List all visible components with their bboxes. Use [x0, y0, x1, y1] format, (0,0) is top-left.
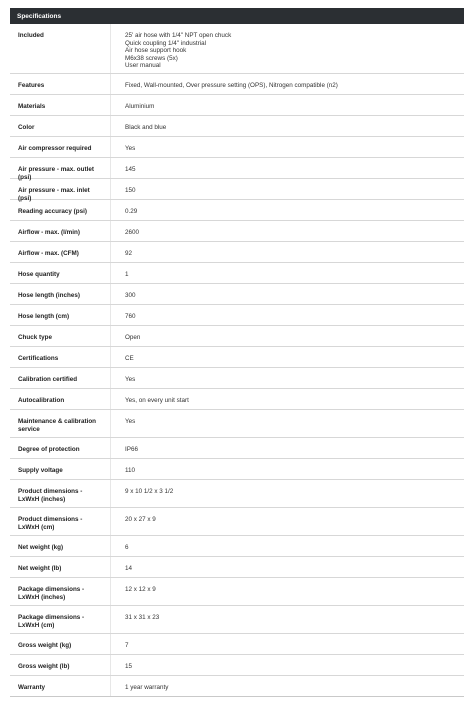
spec-label: Hose length (inches)	[10, 284, 111, 304]
spec-row	[10, 480, 464, 508]
spec-label: Autocalibration	[10, 389, 111, 409]
spec-row	[10, 116, 464, 137]
spec-row	[10, 606, 464, 634]
spec-row	[10, 263, 464, 284]
spec-value: Fixed, Wall-mounted, Over pressure setting (OPS), Nitrogen compatible (n2)	[125, 82, 338, 89]
spec-row	[10, 305, 464, 326]
spec-value: 6	[125, 544, 129, 551]
specifications-table	[10, 8, 464, 697]
spec-value: 150	[125, 187, 136, 194]
spec-value: 12 x 12 x 9	[125, 586, 156, 593]
spec-label: Included	[10, 24, 111, 73]
spec-label: Airflow - max. (CFM)	[10, 242, 111, 262]
spec-row	[10, 74, 464, 95]
spec-value: IP66	[125, 446, 138, 453]
spec-row	[10, 655, 464, 676]
spec-value: 15	[125, 663, 133, 670]
spec-value: Yes, on every unit start	[125, 397, 189, 404]
spec-label: Air pressure - max. outlet (psi)	[10, 158, 111, 178]
included-item: 25' air hose with 1/4" NPT open chuck	[125, 32, 232, 39]
spec-value: 31 x 31 x 23	[125, 614, 160, 621]
included-item: M6x38 screws (5x)	[125, 54, 178, 62]
spec-value: CE	[125, 355, 134, 362]
spec-value: Yes	[125, 376, 136, 383]
spec-row	[10, 95, 464, 116]
spec-value: 760	[125, 313, 136, 320]
spec-label: Supply voltage	[10, 459, 111, 479]
spec-label: Air compressor required	[10, 137, 111, 157]
spec-value: 9 x 10 1/2 x 3 1/2	[125, 488, 174, 495]
spec-row	[10, 438, 464, 459]
spec-row	[10, 634, 464, 655]
spec-value: 0.29	[125, 208, 138, 215]
spec-value: Aluminium	[125, 103, 155, 110]
spec-label: Maintenance & calibration service	[10, 410, 111, 437]
spec-value: 92	[125, 250, 133, 257]
spec-label: Airflow - max. (l/min)	[10, 221, 111, 241]
spec-label: Features	[10, 74, 111, 94]
spec-row	[10, 347, 464, 368]
spec-label: Certifications	[10, 347, 111, 367]
spec-row	[10, 158, 464, 179]
spec-row	[10, 459, 464, 480]
spec-label: Calibration certified	[10, 368, 111, 388]
spec-row-included	[10, 24, 464, 74]
spec-label: Color	[10, 116, 111, 136]
spec-row	[10, 221, 464, 242]
spec-value: 110	[125, 467, 136, 474]
spec-value: 2600	[125, 229, 140, 236]
spec-row	[10, 389, 464, 410]
spec-label: Package dimensions - LxWxH (cm)	[10, 606, 111, 633]
spec-value: Open	[125, 334, 141, 341]
spec-value: 300	[125, 292, 136, 299]
spec-value: 7	[125, 642, 129, 649]
spec-value-list	[111, 24, 464, 73]
spec-value: Yes	[125, 145, 136, 152]
spec-label: Air pressure - max. inlet (psi)	[10, 179, 111, 199]
spec-value: 1 year warranty	[125, 684, 169, 691]
spec-value: Yes	[125, 418, 136, 425]
spec-label: Materials	[10, 95, 111, 115]
spec-value: 1	[125, 271, 129, 278]
spec-label: Chuck type	[10, 326, 111, 346]
spec-label: Product dimensions - LxWxH (inches)	[10, 480, 111, 507]
spec-label: Degree of protection	[10, 438, 111, 458]
spec-label: Net weight (lb)	[10, 557, 111, 577]
spec-label: Hose length (cm)	[10, 305, 111, 325]
spec-value: 14	[125, 565, 133, 572]
spec-value: Black and blue	[125, 124, 167, 131]
spec-row	[10, 557, 464, 578]
spec-value: 145	[125, 166, 136, 173]
spec-value: 20 x 27 x 9	[125, 516, 156, 523]
spec-row	[10, 326, 464, 347]
spec-row	[10, 368, 464, 389]
specifications-title: Specifications	[17, 12, 62, 20]
spec-row	[10, 676, 464, 697]
spec-row	[10, 508, 464, 536]
included-item: Air hose support hook	[125, 47, 187, 55]
spec-label: Gross weight (lb)	[10, 655, 111, 675]
spec-row	[10, 137, 464, 158]
spec-row	[10, 200, 464, 221]
spec-row	[10, 578, 464, 606]
spec-label: Product dimensions - LxWxH (cm)	[10, 508, 111, 535]
spec-row	[10, 242, 464, 263]
spec-label: Warranty	[10, 676, 111, 696]
spec-row	[10, 410, 464, 438]
spec-label: Reading accuracy (psi)	[10, 200, 111, 220]
included-item: User manual	[125, 62, 161, 70]
spec-row	[10, 284, 464, 305]
spec-label: Hose quantity	[10, 263, 111, 283]
spec-label: Gross weight (kg)	[10, 634, 111, 654]
spec-label: Net weight (kg)	[10, 536, 111, 556]
spec-row	[10, 179, 464, 200]
spec-label: Package dimensions - LxWxH (inches)	[10, 578, 111, 605]
specifications-header	[10, 8, 464, 24]
included-item: Quick coupling 1/4" industrial	[125, 39, 206, 47]
spec-row	[10, 536, 464, 557]
